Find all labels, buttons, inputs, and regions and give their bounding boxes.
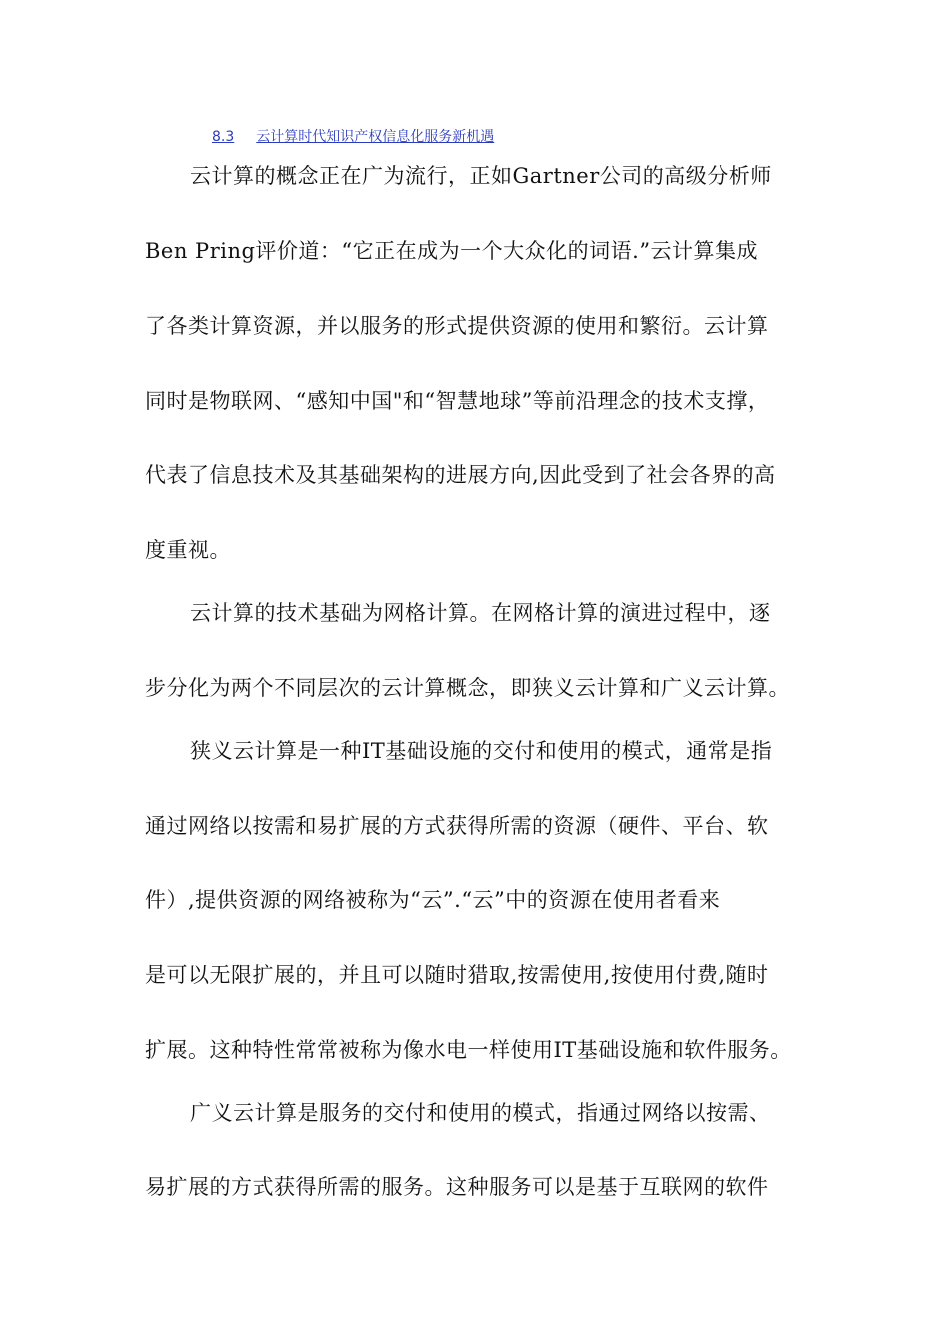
paragraph-line: Ben Pring评价道：“它正在成为一个大众化的词语.”云计算集成 xyxy=(145,239,759,263)
paragraph-line: 易扩展的方式获得所需的服务。这种服务可以是基于互联网的软件 xyxy=(145,1175,769,1199)
paragraph-line: 通过网络以按需和易扩展的方式获得所需的资源（硬件、平台、软 xyxy=(145,814,769,838)
paragraph-line: 了各类计算资源，并以服务的形式提供资源的使用和繁衍。云计算 xyxy=(145,314,769,338)
paragraph-line: 云计算的概念正在广为流行，正如Gartner公司的高级分析师 xyxy=(190,164,772,188)
section-heading-link[interactable] xyxy=(212,126,494,146)
paragraph-line: 广义云计算是服务的交付和使用的模式，指通过网络以按需、 xyxy=(190,1101,771,1125)
paragraph-line: 件）,提供资源的网络被称为“云”.“云”中的资源在使用者看来 xyxy=(145,888,721,912)
paragraph-line: 是可以无限扩展的，并且可以随时猎取,按需使用,按使用付费,随时 xyxy=(145,963,769,987)
paragraph-line: 狭义云计算是一种IT基础设施的交付和使用的模式，通常是指 xyxy=(190,739,773,763)
paragraph-line: 代表了信息技术及其基础架构的进展方向,因此受到了社会各界的高 xyxy=(145,463,776,487)
section-title: 云计算时代知识产权信息化服务新机遇 xyxy=(256,129,495,145)
paragraph-line: 扩展。这种特性常常被称为像水电一样使用IT基础设施和软件服务。 xyxy=(145,1038,792,1062)
section-number: 8.3 xyxy=(212,129,235,145)
paragraph-line: 云计算的技术基础为网格计算。在网格计算的演进过程中，逐 xyxy=(190,601,771,625)
paragraph-line: 同时是物联网、“感知中国"和“智慧地球”等前沿理念的技术支撑， xyxy=(145,389,770,413)
paragraph-line: 步分化为两个不同层次的云计算概念，即狭义云计算和广义云计算。 xyxy=(145,676,790,700)
paragraph-line: 度重视。 xyxy=(145,538,231,562)
